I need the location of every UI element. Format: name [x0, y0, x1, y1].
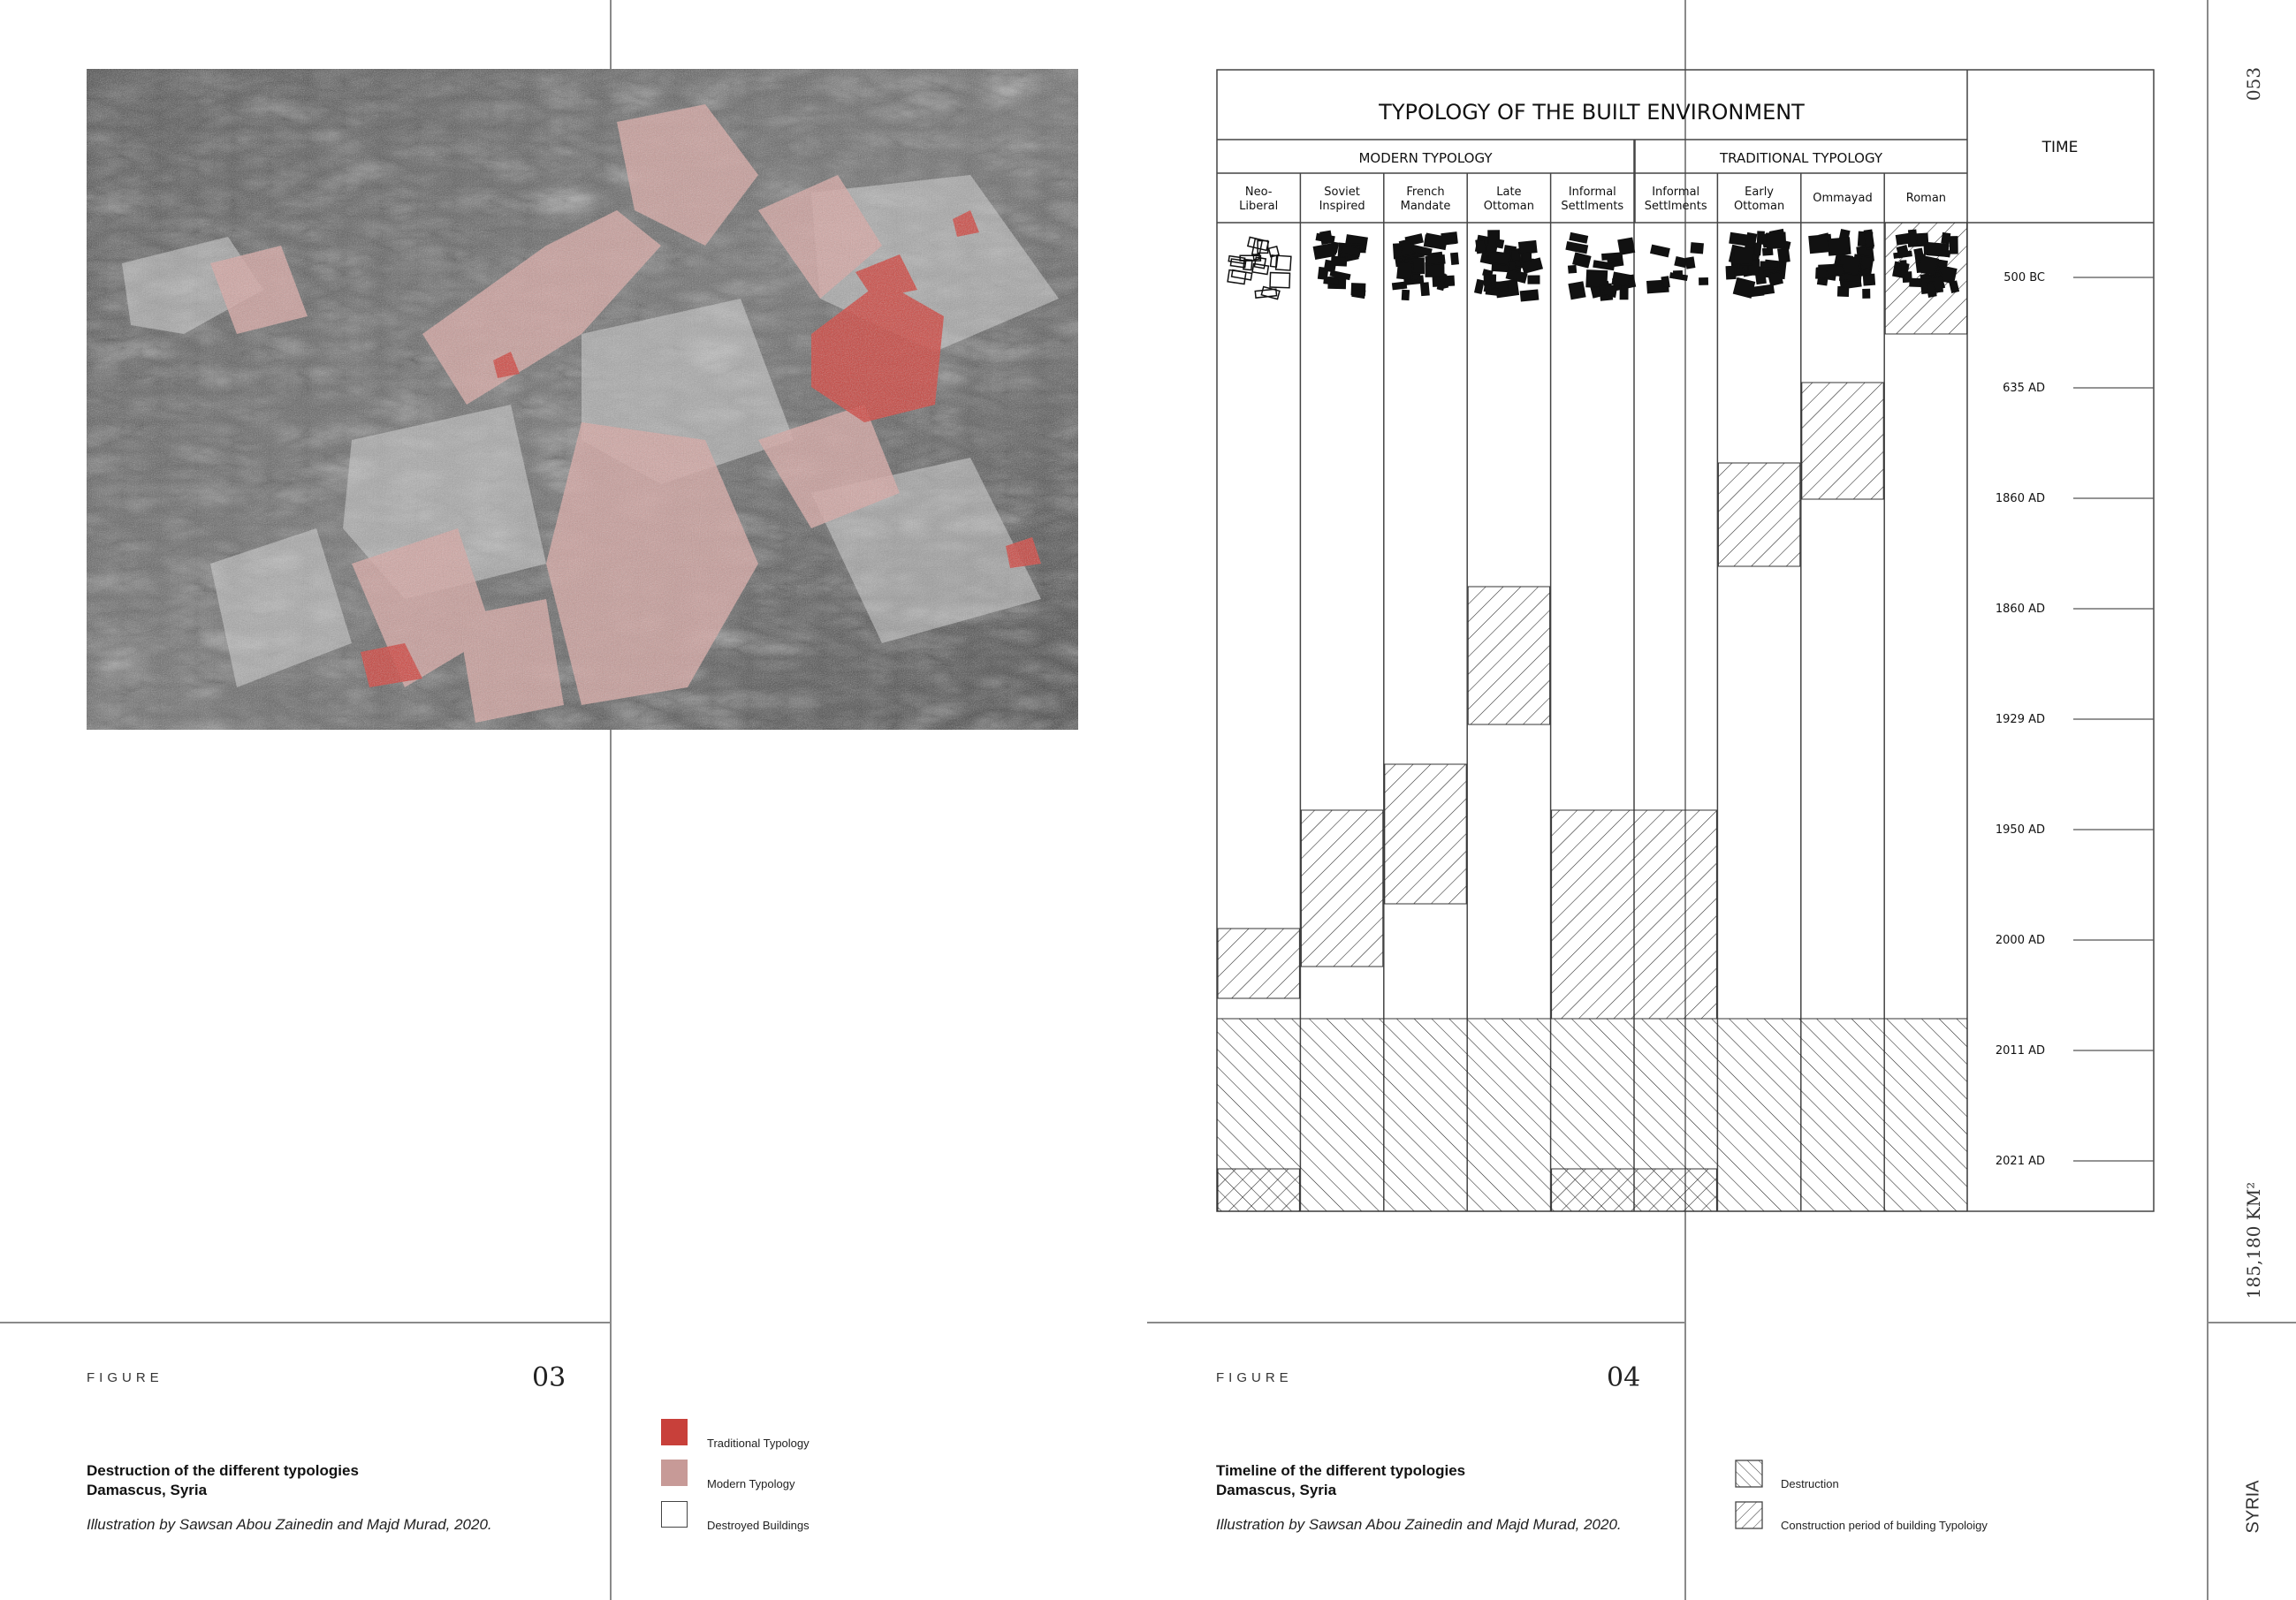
construction-bar-french-mandate: [1385, 764, 1466, 904]
country-area: 185,180 KM²: [2243, 1181, 2264, 1300]
column-header-line2: Inspired: [1319, 200, 1365, 213]
time-header: TIME: [2041, 139, 2079, 156]
page-number: 053: [2243, 66, 2264, 102]
time-tick-label: 500 BC: [2003, 271, 2045, 284]
caption-title-line1: Timeline of the different typologies: [1216, 1462, 1466, 1479]
construction-bar-early-ottoman: [1718, 463, 1799, 566]
figure-label-left: FIGURE: [87, 1370, 163, 1385]
column-header-line1: Soviet: [1324, 186, 1360, 199]
construction-bar-informal-settlments: [1552, 810, 1717, 1019]
time-tick-label: 2000 AD: [1995, 934, 2045, 947]
column-header-line2: Settlments: [1561, 200, 1624, 213]
legend-swatch-destroyed: [661, 1501, 688, 1528]
typology-plan-thumbnail: [1809, 230, 1874, 298]
time-tick-label: 1860 AD: [1995, 492, 2045, 505]
construction-bar-ommayad: [1802, 383, 1883, 499]
legend-label-construction: Construction period of building Typoloigy: [1781, 1519, 1988, 1532]
caption-title-line2: Damascus, Syria: [87, 1482, 208, 1498]
column-header: Ommayad: [1813, 192, 1873, 205]
figure-number-left: 03: [532, 1362, 566, 1393]
timeline-title: TYPOLOGY OF THE BUILT ENVIRONMENT: [1379, 100, 1805, 125]
construction-bar-late-ottoman: [1468, 587, 1549, 724]
damascus-satellite-map: [87, 69, 1078, 730]
typology-plan-thumbnail: [1726, 230, 1790, 298]
caption-credit-right: Illustration by Sawsan Abou Zainedin and Majd Murad, 2020.: [1216, 1516, 1622, 1533]
typology-plan-thumbnail: [1393, 232, 1458, 300]
legend-swatch-construction: [1735, 1501, 1763, 1529]
construction-bar-informal-recent: [1552, 1169, 1717, 1211]
legend-swatch-modern: [661, 1460, 688, 1486]
typology-timeline-chart: [1216, 69, 2155, 1212]
caption-title-line1: Destruction of the different typologies: [87, 1462, 359, 1479]
typology-plan-thumbnail: [1228, 237, 1291, 299]
figure-label-right: FIGURE: [1216, 1370, 1293, 1385]
column-header-line2: Mandate: [1400, 200, 1451, 213]
divider-sidebar: [2207, 0, 2209, 1600]
typology-plan-thumbnail: [1313, 231, 1367, 298]
column-header-line1: Informal: [1652, 186, 1700, 199]
group-modern-typology: MODERN TYPOLOGY: [1358, 150, 1493, 166]
typology-plan-thumbnail: [1566, 233, 1707, 300]
time-tick-label: 1929 AD: [1995, 713, 2045, 726]
caption-credit-left: Illustration by Sawsan Abou Zainedin and Majd Murad, 2020.: [87, 1516, 492, 1533]
construction-bar-soviet-inspired: [1301, 810, 1382, 967]
legend-swatch-destruction: [1735, 1460, 1763, 1488]
construction-bar-neo-liberal-recent: [1218, 1169, 1299, 1211]
time-tick-label: 635 AD: [2003, 382, 2045, 395]
column-header-line1: French: [1406, 186, 1445, 199]
divider-bottom-sidebar: [2207, 1322, 2296, 1323]
time-tick-label: 1860 AD: [1995, 603, 2045, 616]
legend-label-modern: Modern Typology: [707, 1477, 795, 1490]
column-header-line1: Late: [1496, 186, 1522, 199]
column-header-line2: Settlments: [1644, 200, 1707, 213]
column-header-line1: Early: [1745, 186, 1775, 199]
column-header-line2: Liberal: [1239, 200, 1279, 213]
country-name: SYRIA: [2243, 1480, 2263, 1534]
caption-title-right: [1216, 1461, 1465, 1500]
column-header-line2: Ottoman: [1733, 200, 1785, 213]
legend-label-destruction: Destruction: [1781, 1477, 1839, 1490]
time-tick-label: 1950 AD: [1995, 823, 2045, 837]
caption-title-left: [87, 1461, 359, 1500]
figure-number-right: 04: [1607, 1362, 1641, 1393]
column-header-line2: Ottoman: [1483, 200, 1535, 213]
legend-label-traditional: Traditional Typology: [707, 1437, 810, 1450]
typology-plan-thumbnail: [1475, 231, 1542, 301]
legend-swatch-traditional: [661, 1419, 688, 1445]
column-header-line1: Informal: [1568, 186, 1616, 199]
time-tick-label: 2021 AD: [1995, 1155, 2045, 1168]
divider-bottom-left: [0, 1322, 610, 1323]
group-traditional-typology: TRADITIONAL TYPOLOGY: [1719, 150, 1883, 166]
caption-title-line2: Damascus, Syria: [1216, 1482, 1337, 1498]
column-header-line1: Neo-: [1244, 186, 1273, 199]
time-tick-label: 2011 AD: [1995, 1044, 2045, 1058]
legend-label-destroyed: Destroyed Buildings: [707, 1519, 810, 1532]
divider-bottom-right: [1147, 1322, 1686, 1323]
construction-bar-neo-liberal: [1218, 929, 1299, 998]
column-header: Roman: [1905, 192, 1947, 205]
